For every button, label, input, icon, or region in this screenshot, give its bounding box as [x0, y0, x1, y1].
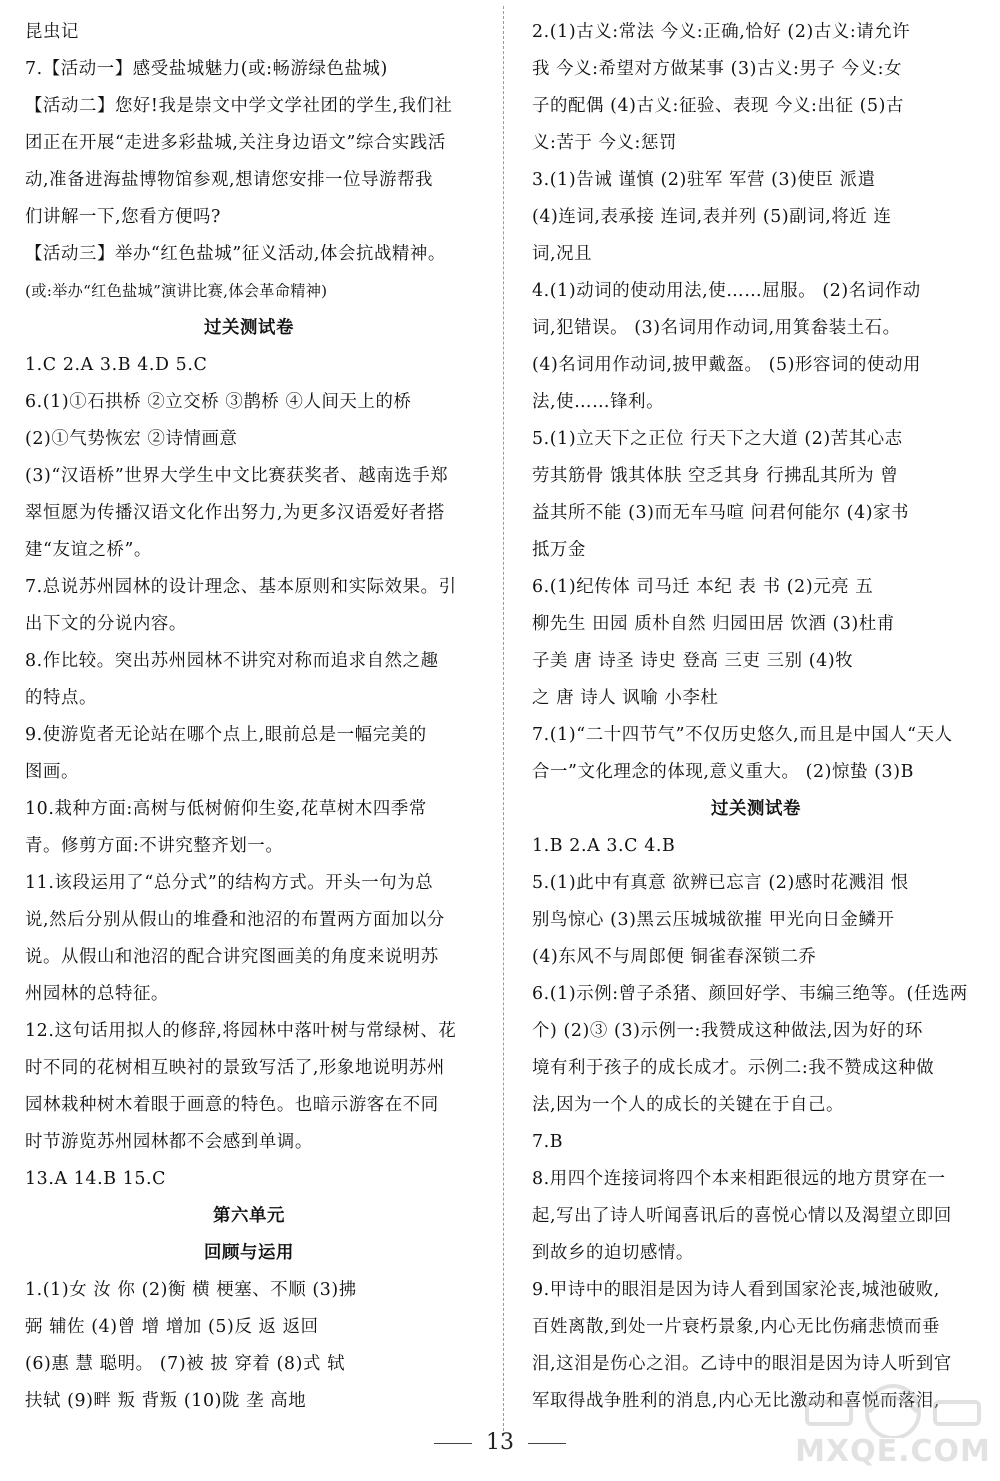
answer-line: 12.这句话用拟人的修辞,将园林中落叶树与常绿树、花 [25, 1021, 457, 1041]
watermark-text: MXQE.COM [795, 1434, 991, 1469]
answer-line: 8.作比较。突出苏州园林不讲究对称而追求自然之趣 [25, 651, 439, 671]
answer-line: 子美 唐 诗圣 诗史 登高 三吏 三别 (4)牧 [532, 651, 854, 671]
answer-line: 时节游览苏州园林都不会感到单调。 [25, 1132, 313, 1152]
answer-line: 5.(1)立天下之正位 行天下之大道 (2)苦其心志 [532, 429, 903, 449]
section-heading: 过关测试卷 [711, 799, 801, 819]
answer-line: (或:举办“红色盐城”演讲比赛,体会革命精神) [25, 282, 328, 300]
answer-line: 们讲解一下,您看方便吗? [25, 207, 221, 227]
answer-line: 州园林的总特征。 [25, 984, 169, 1004]
answer-line: 【活动三】举办“红色盐城”征义活动,体会抗战精神。 [25, 244, 446, 264]
answer-line: 合一”文化理念的体现,意义重大。 (2)惊蛰 (3)B [532, 762, 914, 782]
answer-line: 劳其筋骨 饿其体肤 空乏其身 行拂乱其所为 曾 [532, 466, 899, 486]
answer-line: 泪,这泪是伤心之泪。乙诗中的眼泪是因为诗人听到官 [532, 1354, 952, 1374]
answer-line: 军取得战争胜利的消息,内心无比激动和喜悦而落泪, [532, 1391, 941, 1411]
answer-line: (4)连词,表承接 连词,表并列 (5)副词,将近 连 [532, 207, 892, 227]
answer-line: 7.B [532, 1132, 564, 1152]
answer-line: 动,准备进海盐博物馆参观,想请您安排一位导游帮我 [25, 170, 434, 190]
answer-line: 9.使游览者无论站在哪个点上,眼前总是一幅完美的 [25, 725, 427, 745]
answer-line: 别鸟惊心 (3)黑云压城城欲摧 甲光向日金鳞开 [532, 910, 895, 930]
answer-line: 时不同的花树相互映衬的景致写活了,形象地说明苏州 [25, 1058, 445, 1078]
answer-line: 9.甲诗中的眼泪是因为诗人看到国家沦丧,城池破败, [532, 1280, 940, 1300]
answer-line: 子的配偶 (4)古义:征验、表现 今义:出征 (5)古 [532, 96, 905, 116]
answer-line: 词,况且 [532, 244, 593, 264]
section-heading: 过关测试卷 [204, 318, 294, 338]
answer-line: 到故乡的迫切感情。 [532, 1243, 694, 1263]
answer-line: (4)名词用作动词,披甲戴盔。 (5)形容词的使动用 [532, 355, 921, 375]
answer-line: 词,犯错误。 (3)名词用作动词,用箕畚装土石。 [532, 318, 901, 338]
right-column [532, 14, 980, 1420]
answer-line: 百姓离散,到处一片衰朽景象,内心无比伤痛悲愤而垂 [532, 1317, 941, 1337]
answer-line: (2)①气势恢宏 ②诗情画意 [25, 429, 238, 449]
answer-line: 建“友谊之桥”。 [25, 540, 152, 560]
answer-line: 柳先生 田园 质朴自然 归园田居 饮酒 (3)杜甫 [532, 614, 895, 634]
answer-line: 1.B 2.A 3.C 4.B [532, 836, 676, 856]
answer-line: 【活动二】您好!我是崇文中学文学社团的学生,我们社 [25, 96, 453, 116]
answer-line: 法,因为一个人的成长的关键在于自己。 [532, 1095, 844, 1115]
answer-line: 出下文的分说内容。 [25, 614, 187, 634]
answer-line: 义:苦于 今义:惩罚 [532, 133, 677, 153]
answer-line: 起,写出了诗人听闻喜讯后的喜悦心情以及渴望立即回 [532, 1206, 952, 1226]
watermark-logo-icon [793, 1378, 993, 1438]
answer-line: 1.(1)女 汝 你 (2)衡 横 梗塞、不顺 (3)拂 [25, 1280, 357, 1300]
answer-line: 13.A 14.B 15.C [25, 1169, 167, 1189]
answer-line: 个) (2)③ (3)示例一:我赞成这种做法,因为好的环 [532, 1021, 923, 1041]
answer-line: 11.该段运用了“总分式”的结构方式。开头一句为总 [25, 873, 434, 893]
footer-dash-left [434, 1443, 472, 1444]
answer-line: 5.(1)此中有真意 欲辨已忘言 (2)感时花溅泪 恨 [532, 873, 909, 893]
answer-line: 6.(1)①石拱桥 ②立交桥 ③鹊桥 ④人间天上的桥 [25, 392, 412, 412]
answer-line: 7.总说苏州园林的设计理念、基本原则和实际效果。引 [25, 577, 457, 597]
left-column [25, 14, 473, 1420]
answer-line: 2.(1)古义:常法 今义:正确,恰好 (2)古义:请允许 [532, 22, 911, 42]
answer-line: 4.(1)动词的使动用法,使……屈服。 (2)名词作动 [532, 281, 921, 301]
answer-line: 境有利于孩子的成长成才。示例二:我不赞成这种做 [532, 1058, 935, 1078]
section-heading: 第六单元 [213, 1206, 285, 1226]
answer-line: 之 唐 诗人 讽喻 小李杜 [532, 688, 719, 708]
answer-line: 昆虫记 [25, 22, 79, 42]
answer-line: 园林栽种树木着眼于画意的特色。也暗示游客在不同 [25, 1095, 439, 1115]
answer-line: 3.(1)告诫 谨慎 (2)驻军 军营 (3)使臣 派遣 [532, 170, 876, 190]
column-divider [503, 6, 504, 1431]
site-watermark [793, 1378, 993, 1478]
answer-line: 1.C 2.A 3.B 4.D 5.C [25, 355, 208, 375]
footer-dash-right [528, 1443, 566, 1444]
answer-line: 10.栽种方面:高树与低树俯仰生姿,花草树木四季常 [25, 799, 427, 819]
answer-line: 说。从假山和池沼的配合讲究图画美的角度来说明苏 [25, 947, 439, 967]
answer-line: 扶轼 (9)畔 叛 背叛 (10)陇 垄 高地 [25, 1391, 307, 1411]
answer-line: (4)东风不与周郎便 铜雀春深锁二乔 [532, 947, 817, 967]
answer-line: 图画。 [25, 762, 79, 782]
answer-line: (3)“汉语桥”世界大学生中文比赛获奖者、越南选手郑 [25, 466, 449, 486]
answer-line: 6.(1)示例:曾子杀猪、颜回好学、韦编三绝等。(任选两 [532, 984, 968, 1004]
answer-line: 7.(1)“二十四节气”不仅历史悠久,而且是中国人“天人 [532, 725, 953, 745]
answer-line: 6.(1)纪传体 司马迁 本纪 表 书 (2)元亮 五 [532, 577, 874, 597]
answer-line: 翠恒愿为传播汉语文化作出努力,为更多汉语爱好者搭 [25, 503, 445, 523]
section-heading: 回顾与运用 [204, 1243, 294, 1263]
answer-line: 青。修剪方面:不讲究整齐划一。 [25, 836, 284, 856]
answer-line: 8.用四个连接词将四个本来相距很远的地方贯穿在一 [532, 1169, 946, 1189]
answer-line: 7.【活动一】感受盐城魅力(或:畅游绿色盐城) [25, 59, 388, 79]
answer-line: 说,然后分别从假山的堆叠和池沼的布置两方面加以分 [25, 910, 445, 930]
answer-line: 法,使……锋利。 [532, 392, 665, 412]
answer-line: 我 今义:希望对方做某事 (3)古义:男子 今义:女 [532, 59, 903, 79]
page-number: 13 [486, 1430, 514, 1455]
answer-line: 益其所不能 (3)而无车马喧 问君何能尔 (4)家书 [532, 503, 910, 523]
answer-line: 抵万金 [532, 540, 586, 560]
answer-line: (6)惠 慧 聪明。 (7)被 披 穿着 (8)式 轼 [25, 1354, 346, 1374]
answer-line: 的特点。 [25, 688, 97, 708]
answer-line: 弼 辅佐 (4)曾 增 增加 (5)反 返 返回 [25, 1317, 319, 1337]
answer-line: 团正在开展“走进多彩盐城,关注身边语文”综合实践活 [25, 133, 446, 153]
